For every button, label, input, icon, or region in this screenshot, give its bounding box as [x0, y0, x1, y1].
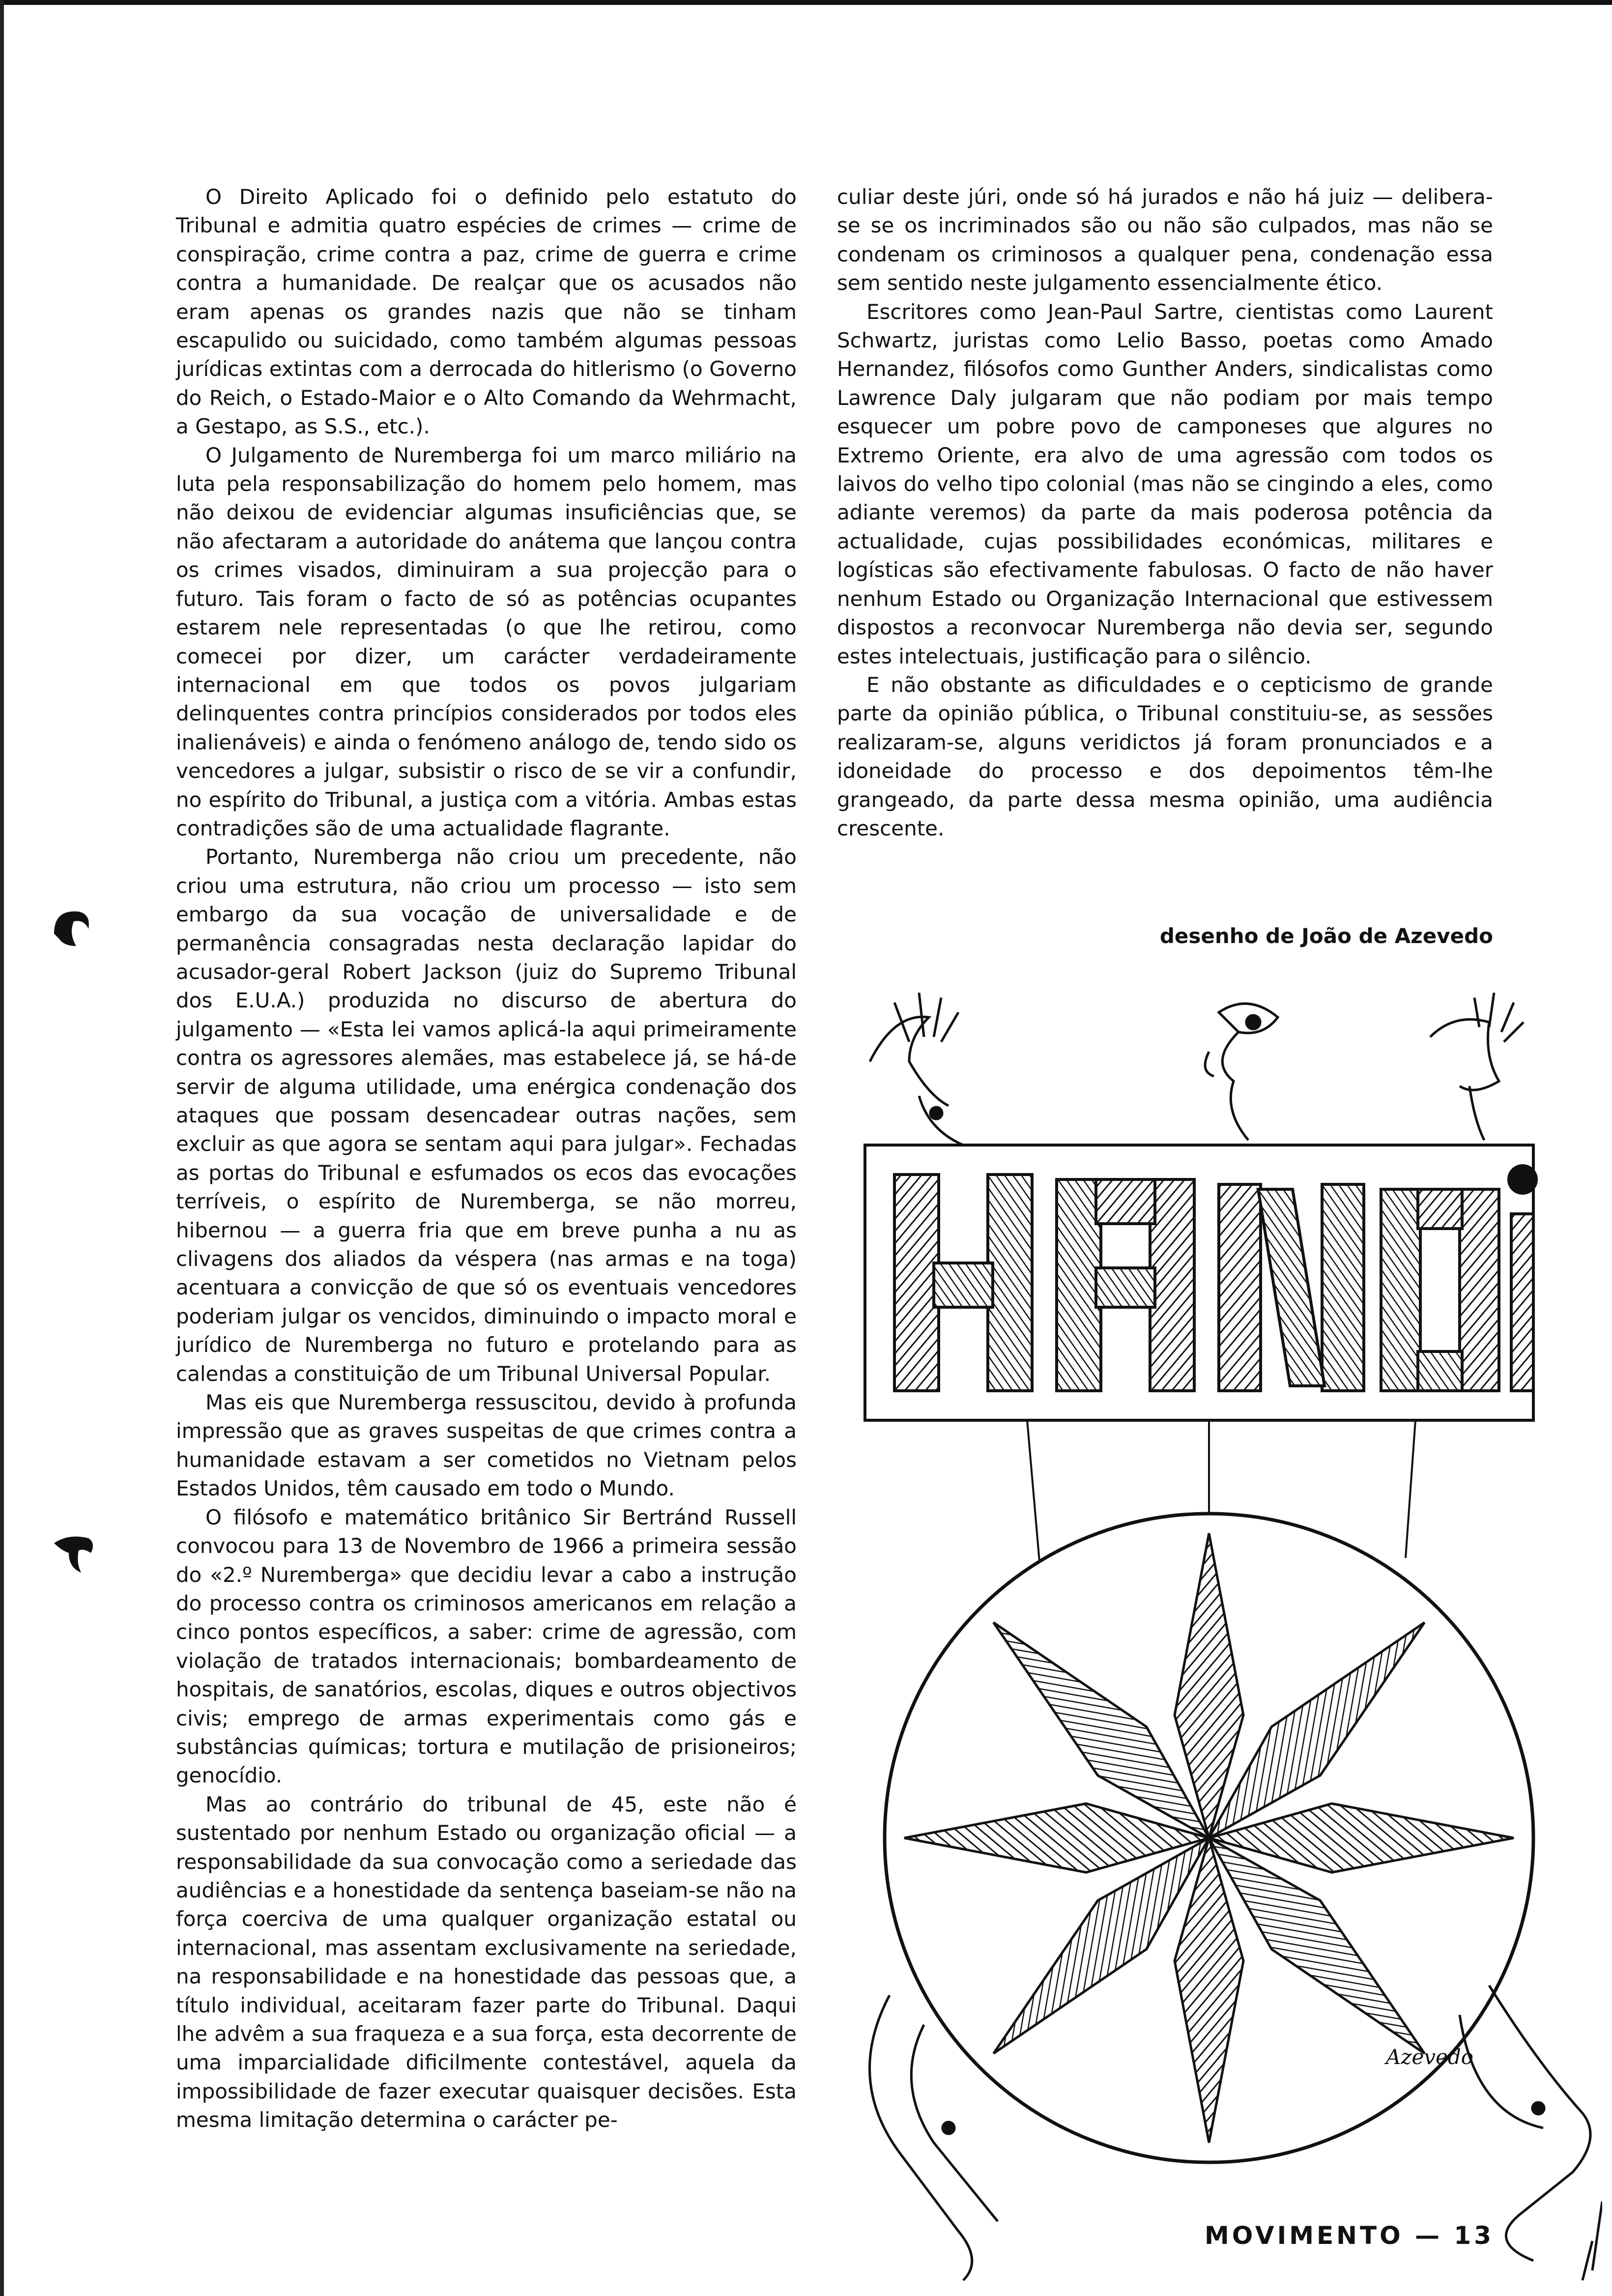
page-footer: MOVIMENTO — 13	[1205, 2221, 1494, 2250]
article-paragraph: E não obstante as dificuldades e o cepticismo de grande parte da opinião pública, o Tribunal constituiu-se, as sessões realizaram-se, alguns veridictos já foram pronunciados e a idoneidade do processo e dos depoimentos têm-lhe grangeado, da parte dessa mesma opinião, uma audiência crescente.	[837, 672, 1493, 840]
article-paragraph: O Julgamento de Nuremberga foi um marco miliário na luta pela responsabilização do homem pelo homem, mas não deixou de evidenciar algumas insuficiências que, se não afectaram a autoridade do anátema que lançou contra os crimes visados, diminuiram a sua projecção para o futuro. Tais foram o facto de só as potências ocupantes estarem nele representadas (o que lhe retirou, como comecei por dizer, um carácter verdadeiramente internacional em que todos os povos julgariam delinquentes contra princípios considerados por todos eles inalienáveis) e ainda o fenómeno análogo de, tendo sido os vencedores a julgar, subsistir o risco de se vir a confundir, no espírito do Tribunal, a justiça com a vitória. Ambas estas contradições são de uma actualidade flagrante.	[176, 443, 797, 840]
article-right-column	[837, 183, 1493, 843]
page-top-border	[0, 0, 1612, 5]
hanoi-illustration	[835, 983, 1602, 2290]
left-head-drawing	[870, 993, 963, 1145]
right-head-drawing	[1430, 993, 1524, 1140]
article-paragraph: Mas ao contrário do tribunal de 45, este não é sustentado por nenhum Estado ou organização oficial — a responsabilidade da sua convocação como a seriedade das audiências e a honestidade da sentença baseiam-se não na força coerciva de uma qualquer organização estatal ou internacional, mas assentam exclusivamente na seriedade, na responsabilidade e na honestidade das pessoas que, a título individual, aceitaram fazer parte do Tribunal. Daqui lhe advêm a sua fraqueza e a sua força, esta decorrente de uma imparcialidade dificilmente contestável, aquela da impossibilidade de fazer executar quaisquer decisões. Esta mesma limitação determina o carácter pe-	[176, 1792, 797, 2132]
article-left-column	[176, 183, 797, 2135]
article-paragraph: Escritores como Jean-Paul Sartre, cientistas como Laurent Schwartz, juristas como Lelio Basso, poetas como Amado Hernandez, filósofos como Gunther Anders, sindicalistas como Lawrence Daly julgaram que não podiam por mais tempo esquecer um pobre povo de camponeses que algures no Extremo Oriente, era alvo de uma agressão com todos os laivos do velho tipo colonial (mas não se cingindo a eles, como adiante veremos) da parte da mais poderosa potência da actualidade, cujas possibilidades económicas, militares e logísticas são efectivamente fabulosas. O facto de não haver nenhum Estado ou Organização Internacional que estivessem dispostos a reconvocar Nuremberga não devia ser, segundo estes intelectuais, justificação para o silêncio.	[837, 299, 1493, 668]
artist-signature: Azevedo	[1386, 2045, 1474, 2069]
margin-mark-icon	[44, 899, 98, 953]
article-paragraph: O Direito Aplicado foi o definido pelo estatuto do Tribunal e admitia quatro espécies de crimes — crime de conspiração, crime contra a paz, crime de guerra e crime contra a humanidade. De realçar que os acusados não eram apenas os grandes nazis que não se tinham escapulido ou suicidado, como também algumas pessoas jurídicas extintas com a derrocada do hitlerismo (o Governo do Reich, o Estado-Maior e o Alto Comando da Wehrmacht, a Gestapo, as S.S., etc.).	[176, 185, 797, 439]
center-head-drawing	[1205, 1004, 1278, 1140]
illustration-credit: desenho de João de Azevedo	[1159, 924, 1493, 948]
margin-mark-icon	[49, 1523, 103, 1578]
article-paragraph: Portanto, Nuremberga não criou um precedente, não criou uma estrutura, não criou um processo — isto sem embargo da sua vocação de universalidade e de permanência consagradas nesta declaração lapidar do acusador-geral Robert Jackson (juiz do Supremo Tribunal dos E.U.A.) produzida no discurso de abertura do julgamento — «Esta lei vamos aplicá-la aqui primeiramente contra os agressores alemães, mas estabelece já, se há-de servir de alguma utilidade, uma enérgica condenação dos ataques que possam desencadear outras nações, sem excluir as que agora se sentam aqui para julgar». Fechadas as portas do Tribunal e esfumados os ecos das evocações terríveis, o espírito de Nuremberga, se não morreu, hibernou — a guerra fria que em breve punha a nu as clivagens dos aliados da véspera (nas armas e na toga) acentuara a convicção de que só os eventuais vencedores poderiam julgar os vencidos, diminuindo o impacto moral e jurídico de Nuremberga no futuro e protelando para as calendas a constituição de um Tribunal Universal Popular.	[176, 845, 797, 1386]
article-paragraph: O filósofo e matemático britânico Sir Bertránd Russell convocou para 13 de Novembro de 1966 a primeira sessão do «2.º Nuremberga» que decidiu levar a cabo a instrução do processo contra os criminosos americanos em relação a cinco pontos específicos, a saber: crime de agressão, com violação de tratados internacionais; bombardeamento de hospitais, de sanatórios, escolas, diques e outros objectivos civis; emprego de armas experimentais como gás e substâncias químicas; tortura e mutilação de prisioneiros; genocídio.	[176, 1505, 797, 1788]
article-paragraph: culiar deste júri, onde só há jurados e não há juiz — delibera-se se os incriminados são ou não são culpados, mas não se condenam os criminosos a qualquer pena, condenação essa sem sentido neste julgamento essencialmente ético.	[837, 185, 1493, 295]
article-paragraph: Mas eis que Nuremberga ressuscitou, devido à profunda impressão que as graves suspeitas de que crimes contra a humanidade estavam a ser cometidos no Vietnam pelos Estados Unidos, têm causado em todo o Mundo.	[176, 1390, 797, 1501]
scan-left-edge	[0, 0, 4, 2296]
